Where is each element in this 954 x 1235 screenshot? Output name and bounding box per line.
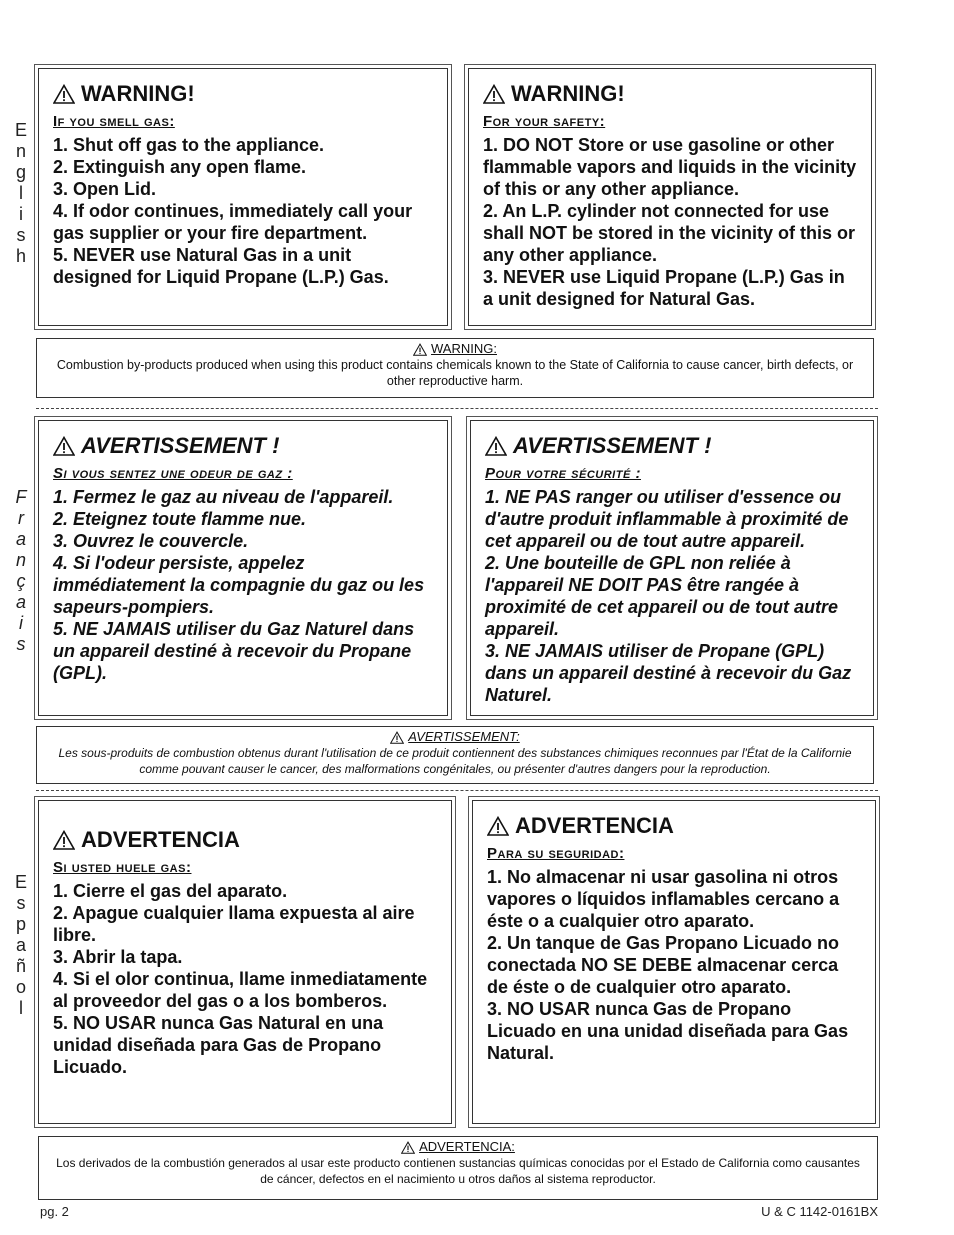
list-item: 1. No almacenar ni usar gasolina ni otros vapores o líquidos inflamables cercano a éste o a cualquier otro aparato. — [487, 867, 840, 931]
side-label-letter: a — [15, 592, 26, 612]
french-smell-subheading: Si vous sentez une odeur de gaz : — [53, 465, 293, 482]
spanish-notice-text: Los derivados de la combustión generados al usar este producto contienen sustancias químicas conocidas por el Estado de California como causantes de cáncer, defectos en el nacimiento u otros daños al sistema reproductor. — [56, 1156, 860, 1186]
warning-triangle-icon — [53, 436, 75, 456]
english-safety-heading: WARNING! — [483, 81, 857, 107]
side-label-letter: n — [15, 141, 26, 161]
side-label-letter: s — [16, 893, 26, 913]
list-item: 4. Si l'odeur persiste, appelez immédiatement la compagnie du gaz ou les sapeurs-pompiers. — [53, 553, 425, 617]
french-smell-warning-box — [38, 420, 448, 716]
english-smell-warning-box — [38, 68, 448, 326]
french-safety-heading: AVERTISSEMENT ! — [485, 433, 859, 459]
english-smell-heading: WARNING! — [53, 81, 433, 107]
list-item: 1. Cierre el gas del aparato. — [53, 881, 288, 901]
spanish-california-notice — [38, 1136, 878, 1200]
side-label-letter: p — [15, 914, 26, 934]
warning-triangle-icon — [390, 731, 404, 744]
spanish-safety-subheading: Para su seguridad: — [487, 845, 625, 862]
side-label-francais — [10, 487, 32, 655]
spanish-smell-heading: ADVERTENCIA — [53, 827, 437, 853]
side-label-letter: l — [19, 998, 23, 1018]
warning-triangle-icon — [487, 816, 509, 836]
list-item: 2. Un tanque de Gas Propano Licuado no conectada NO SE DEBE almacenar cerca de éste o de cualquier otro aparato. — [487, 933, 840, 997]
warning-triangle-icon — [401, 1141, 415, 1154]
english-smell-subheading: If you smell gas: — [53, 113, 175, 130]
side-label-letter: i — [19, 204, 23, 224]
side-label-letter: r — [18, 508, 24, 528]
list-item: 3. NEVER use Liquid Propane (L.P.) Gas in a unit designed for Natural Gas. — [483, 267, 845, 309]
list-item: 1. DO NOT Store or use gasoline or other flammable vapors and liquids in the vicinity of this or any other appliance. — [483, 135, 857, 199]
side-label-letter: F — [15, 487, 27, 507]
list-item: 5. NE JAMAIS utiliser du Gaz Naturel dans un appareil destiné à recevoir du Propane (GPL). — [53, 619, 415, 683]
french-notice-text: Les sous-produits de combustion obtenus durant l'utilisation de ce produit contiennent des substances chimiques reconnues par l'État de la Californie comme pouvant causer le cancer, des malformations congénitales, ou présenter d'autres dangers pour la reproduction. — [58, 746, 852, 776]
spanish-safety-heading: ADVERTENCIA — [487, 813, 861, 839]
french-safety-subheading: Pour votre sécurité : — [485, 465, 641, 482]
side-label-letter: ç — [16, 571, 26, 591]
section-divider — [36, 408, 878, 409]
spanish-smell-warning-box — [38, 800, 452, 1124]
side-label-letter: g — [15, 162, 26, 182]
list-item: 1. Fermez le gaz au niveau de l'appareil. — [53, 487, 394, 507]
list-item: 3. NO USAR nunca Gas de Propano Licuado en una unidad diseñada para Gas Natural. — [487, 999, 849, 1063]
spanish-safety-warning-box — [472, 800, 876, 1124]
english-notice-text: Combustion by-products produced when using this product contains chemicals known to the State of California to cause cancer, birth defects, or other reproductive harm. — [56, 358, 854, 388]
list-item: 2. An L.P. cylinder not connected for use shall NOT be stored in the vicinity of this or any other appliance. — [483, 201, 856, 265]
spanish-notice-heading: ADVERTENCIA: — [49, 1139, 867, 1155]
side-label-letter: o — [15, 977, 26, 997]
side-label-letter: a — [15, 529, 26, 549]
list-item: 2. Eteignez toute flamme nue. — [53, 509, 307, 529]
list-item: 5. NEVER use Natural Gas in a unit designed for Liquid Propane (L.P.) Gas. — [53, 245, 389, 287]
english-notice-heading: WARNING: — [47, 341, 863, 357]
warning-triangle-icon — [53, 830, 75, 850]
french-california-notice — [36, 726, 874, 784]
warning-triangle-icon — [483, 84, 505, 104]
side-label-letter: l — [19, 183, 23, 203]
warning-triangle-icon — [413, 343, 427, 356]
english-safety-subheading: For your safety: — [483, 113, 606, 130]
list-item: 4. Si el olor continua, llame inmediatamente al proveedor del gas o a los bomberos. — [53, 969, 428, 1011]
list-item: 5. NO USAR nunca Gas Natural en una unidad diseñada para Gas de Propano Licuado. — [53, 1013, 384, 1077]
side-label-letter: h — [15, 246, 26, 266]
spanish-smell-subheading: Si usted huele gas: — [53, 859, 192, 876]
list-item: 4. If odor continues, immediately call your gas supplier or your fire department. — [53, 201, 413, 243]
english-california-notice — [36, 338, 874, 398]
side-label-letter: s — [16, 634, 26, 654]
french-notice-heading: AVERTISSEMENT: — [47, 729, 863, 745]
side-label-letter: n — [15, 550, 26, 570]
list-item: 2. Une bouteille de GPL non reliée à l'appareil NE DOIT PAS être rangée à proximité de cet appareil ou de tout autre appareil. — [485, 553, 839, 639]
side-label-letter: a — [15, 935, 26, 955]
list-item: 3. Open Lid. — [53, 179, 157, 199]
side-label-letter: E — [14, 120, 27, 140]
document-code: U & C 1142-0161BX — [761, 1204, 878, 1219]
french-safety-warning-box — [470, 420, 874, 716]
side-label-letter: i — [19, 613, 23, 633]
side-label-letter: ñ — [15, 956, 26, 976]
warning-triangle-icon — [53, 84, 75, 104]
list-item: 2. Extinguish any open flame. — [53, 157, 307, 177]
list-item: 3. NE JAMAIS utiliser de Propane (GPL) dans un appareil destiné à recevoir du Gaz Naturel. — [485, 641, 852, 705]
side-label-letter: E — [14, 872, 27, 892]
side-label-espanol — [10, 872, 32, 1019]
section-divider — [36, 790, 878, 791]
french-smell-heading: AVERTISSEMENT ! — [53, 433, 433, 459]
page-number: pg. 2 — [40, 1204, 69, 1219]
list-item: 2. Apague cualquier llama expuesta al aire libre. — [53, 903, 415, 945]
side-label-english — [10, 120, 32, 267]
list-item: 1. NE PAS ranger ou utiliser d'essence ou d'autre produit inflammable à proximité de cet appareil ou de tout autre appareil. — [485, 487, 849, 551]
list-item: 3. Ouvrez le couvercle. — [53, 531, 249, 551]
list-item: 1. Shut off gas to the appliance. — [53, 135, 325, 155]
list-item: 3. Abrir la tapa. — [53, 947, 183, 967]
warning-triangle-icon — [485, 436, 507, 456]
english-safety-warning-box — [468, 68, 872, 326]
side-label-letter: s — [16, 225, 26, 245]
